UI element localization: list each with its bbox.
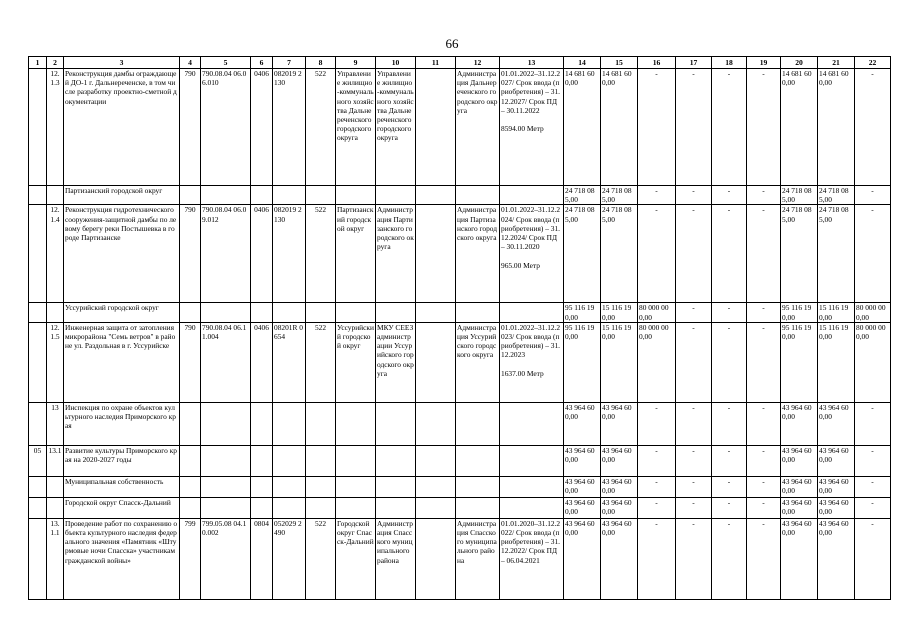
- table-cell: 43 964 600,00: [601, 445, 638, 476]
- table-cell: [251, 497, 273, 518]
- table-cell: 43 964 600,00: [781, 518, 818, 599]
- table-cell: -: [638, 497, 676, 518]
- table-cell: [306, 476, 336, 497]
- table-cell: -: [712, 497, 747, 518]
- table-cell: 43 964 600,00: [818, 497, 855, 518]
- table-cell: 24 718 085,00: [601, 186, 638, 205]
- table-cell: [251, 402, 273, 445]
- table-cell: 052029 2490: [273, 518, 306, 599]
- table-cell: [376, 402, 416, 445]
- table-cell: -: [747, 518, 781, 599]
- table-cell: [306, 402, 336, 445]
- table-cell: [306, 186, 336, 205]
- table-cell: МКУ СЕЕЗ администрации Уссурийского городского округа: [376, 322, 416, 402]
- table-cell: -: [676, 69, 712, 186]
- table-cell: 24 718 085,00: [781, 205, 818, 303]
- table-cell: Управление жилищно-коммунального хозяйства Дальнереченского городского округа: [336, 69, 376, 186]
- table-cell: [416, 205, 456, 303]
- table-cell: 24 718 085,00: [564, 205, 601, 303]
- column-number: 21: [818, 57, 855, 69]
- table-cell: 0406: [251, 322, 273, 402]
- table-cell: [456, 476, 500, 497]
- table-row: [29, 303, 891, 322]
- table-cell: [29, 322, 47, 402]
- table-cell: [201, 445, 251, 476]
- table-cell: -: [855, 402, 891, 445]
- table-cell: [251, 476, 273, 497]
- table-cell: 43 964 600,00: [781, 497, 818, 518]
- table-cell: 12.1.5: [47, 322, 64, 402]
- table-cell: [306, 445, 336, 476]
- table-cell: [180, 497, 201, 518]
- table-cell: [273, 402, 306, 445]
- table-cell: -: [638, 186, 676, 205]
- table-cell: -: [676, 303, 712, 322]
- table-cell: [416, 445, 456, 476]
- table-cell: [273, 186, 306, 205]
- table-cell: -: [747, 445, 781, 476]
- table-cell: 13.1: [47, 445, 64, 476]
- table-cell: [306, 497, 336, 518]
- table-cell: -: [712, 186, 747, 205]
- table-cell: [29, 205, 47, 303]
- table-cell: -: [712, 303, 747, 322]
- column-number: 7: [273, 57, 306, 69]
- column-number: 12: [456, 57, 500, 69]
- table-cell: -: [855, 476, 891, 497]
- table-cell: 0804: [251, 518, 273, 599]
- column-number: 8: [306, 57, 336, 69]
- table-cell: [29, 69, 47, 186]
- budget-table: [28, 56, 891, 600]
- table-cell: [456, 186, 500, 205]
- table-cell: -: [676, 205, 712, 303]
- table-cell: [500, 497, 564, 518]
- table-cell: Инженерная защита от затопления микрорайона "Семь ветров" в районе ул. Раздольная в г. Уссурийске: [64, 322, 180, 402]
- table-cell: -: [638, 518, 676, 599]
- table-cell: 15 116 190,00: [601, 303, 638, 322]
- column-number: 14: [564, 57, 601, 69]
- table-cell: 24 718 085,00: [818, 205, 855, 303]
- table-cell: 80 000 000,00: [855, 322, 891, 402]
- table-cell: [500, 402, 564, 445]
- table-cell: [47, 186, 64, 205]
- table-cell: 80 000 000,00: [638, 303, 676, 322]
- table-cell: 80 000 000,00: [855, 303, 891, 322]
- table-cell: -: [855, 69, 891, 186]
- table-cell: [336, 303, 376, 322]
- table-cell: 43 964 600,00: [818, 476, 855, 497]
- column-number: 1: [29, 57, 47, 69]
- column-number: 6: [251, 57, 273, 69]
- table-cell: [416, 322, 456, 402]
- table-cell: Управление жилищно-коммунального хозяйства Дальнереченского городского округа: [376, 69, 416, 186]
- table-cell: [47, 476, 64, 497]
- table-cell: 43 964 600,00: [601, 402, 638, 445]
- table-cell: Уссурийский городской округ: [336, 322, 376, 402]
- table-row: [29, 322, 891, 402]
- column-number-row: [29, 57, 891, 69]
- table-cell: -: [855, 497, 891, 518]
- table-cell: 43 964 600,00: [564, 402, 601, 445]
- table-cell: -: [747, 476, 781, 497]
- table-cell: Уссурийский городской округ: [64, 303, 180, 322]
- table-cell: -: [638, 476, 676, 497]
- table-cell: 082019 2130: [273, 205, 306, 303]
- table-row: [29, 497, 891, 518]
- table-cell: 24 718 085,00: [818, 186, 855, 205]
- table-cell: Администрация Спасского муниципального района: [456, 518, 500, 599]
- table-cell: 522: [306, 205, 336, 303]
- table-cell: [376, 476, 416, 497]
- table-cell: [180, 445, 201, 476]
- table-cell: -: [712, 402, 747, 445]
- column-number: 4: [180, 57, 201, 69]
- table-cell: 24 718 085,00: [601, 205, 638, 303]
- table-cell: [336, 186, 376, 205]
- column-number: 20: [781, 57, 818, 69]
- table-row: [29, 186, 891, 205]
- table-cell: 0406: [251, 69, 273, 186]
- table-cell: 43 964 600,00: [818, 518, 855, 599]
- table-cell: -: [676, 322, 712, 402]
- table-row: [29, 402, 891, 445]
- table-cell: Инспекция по охране объектов культурного наследия Приморского края: [64, 402, 180, 445]
- table-cell: [416, 303, 456, 322]
- table-cell: 14 681 600,00: [601, 69, 638, 186]
- table-cell: -: [676, 186, 712, 205]
- table-cell: -: [676, 497, 712, 518]
- table-cell: [336, 476, 376, 497]
- table-cell: 01.01.2022–31.12.2027/ Срок ввода (приобретения) – 31.12.2027/ Срок ПД – 30.11.2022 8594.00 Метр: [500, 69, 564, 186]
- column-number: 15: [601, 57, 638, 69]
- table-cell: [416, 476, 456, 497]
- table-cell: 14 681 600,00: [781, 69, 818, 186]
- table-cell: [500, 186, 564, 205]
- table-cell: 43 964 600,00: [564, 445, 601, 476]
- table-cell: -: [747, 303, 781, 322]
- table-cell: [273, 476, 306, 497]
- table-cell: [201, 497, 251, 518]
- table-cell: 790.08.04 06.09.012: [201, 205, 251, 303]
- table-cell: 790: [180, 322, 201, 402]
- table-cell: 43 964 600,00: [601, 476, 638, 497]
- table-cell: 12.1.3: [47, 69, 64, 186]
- table-cell: Реконструкция гидротехнического сооружения-защитной дамбы по левому берегу реки Постышевка в городе Партизанске: [64, 205, 180, 303]
- table-cell: -: [712, 205, 747, 303]
- table-cell: -: [855, 186, 891, 205]
- column-number: 5: [201, 57, 251, 69]
- table-cell: Партизанский городской округ: [64, 186, 180, 205]
- table-cell: [273, 497, 306, 518]
- table-cell: -: [712, 69, 747, 186]
- table-cell: -: [712, 445, 747, 476]
- table-cell: 13.1.1: [47, 518, 64, 599]
- column-number: 3: [64, 57, 180, 69]
- table-cell: [416, 518, 456, 599]
- table-cell: [376, 497, 416, 518]
- table-cell: -: [855, 518, 891, 599]
- table-cell: [416, 186, 456, 205]
- table-cell: 43 964 600,00: [564, 497, 601, 518]
- table-cell: 43 964 600,00: [781, 476, 818, 497]
- table-cell: [180, 186, 201, 205]
- table-cell: 43 964 600,00: [781, 402, 818, 445]
- table-cell: 24 718 085,00: [781, 186, 818, 205]
- table-cell: 95 116 190,00: [564, 322, 601, 402]
- table-cell: 95 116 190,00: [564, 303, 601, 322]
- column-number: 22: [855, 57, 891, 69]
- table-cell: Развитие культуры Приморского края на 2020-2027 годы: [64, 445, 180, 476]
- table-cell: 01.01.2022–31.12.2024/ Срок ввода (приобретения) – 31.12.2024/ Срок ПД – 30.11.2020 965.00 Метр: [500, 205, 564, 303]
- table-cell: [251, 303, 273, 322]
- table-cell: Городской округ Спасск-Дальний: [336, 518, 376, 599]
- table-cell: [336, 445, 376, 476]
- table-cell: [336, 402, 376, 445]
- table-cell: 15 116 190,00: [601, 322, 638, 402]
- table-cell: [500, 303, 564, 322]
- table-cell: Администрация Спасского муниципального района: [376, 518, 416, 599]
- table-cell: 15 116 190,00: [818, 303, 855, 322]
- table-row: [29, 445, 891, 476]
- table-cell: 12.1.4: [47, 205, 64, 303]
- table-cell: -: [676, 518, 712, 599]
- table-cell: -: [747, 402, 781, 445]
- column-number: 9: [336, 57, 376, 69]
- table-cell: 790: [180, 205, 201, 303]
- table-cell: -: [747, 497, 781, 518]
- table-cell: -: [676, 402, 712, 445]
- table-cell: 43 964 600,00: [601, 518, 638, 599]
- table-cell: [251, 445, 273, 476]
- table-cell: [336, 497, 376, 518]
- table-cell: [201, 303, 251, 322]
- table-cell: 790.08.04 06.06.010: [201, 69, 251, 186]
- table-cell: 799.05.08 04.10.002: [201, 518, 251, 599]
- table-cell: -: [638, 445, 676, 476]
- table-cell: Администрация Партизанского городского округа: [376, 205, 416, 303]
- table-cell: [500, 476, 564, 497]
- table-cell: 522: [306, 322, 336, 402]
- table-cell: 43 964 600,00: [564, 476, 601, 497]
- table-cell: -: [855, 205, 891, 303]
- table-cell: [376, 186, 416, 205]
- table-cell: -: [712, 322, 747, 402]
- table-cell: [29, 518, 47, 599]
- column-number: 2: [47, 57, 64, 69]
- table-cell: 0406: [251, 205, 273, 303]
- column-number: 16: [638, 57, 676, 69]
- table-cell: 08201R 0654: [273, 322, 306, 402]
- table-cell: [376, 303, 416, 322]
- table-cell: [29, 303, 47, 322]
- table-cell: [416, 497, 456, 518]
- table-cell: -: [855, 445, 891, 476]
- table-row: [29, 476, 891, 497]
- table-cell: -: [676, 445, 712, 476]
- table-cell: 01.01.2020–31.12.2022/ Срок ввода (приобретения) – 31.12.2022/ Срок ПД – 06.04.2021: [500, 518, 564, 599]
- table-cell: 14 681 600,00: [818, 69, 855, 186]
- table-cell: [180, 402, 201, 445]
- table-cell: -: [747, 69, 781, 186]
- table-cell: [376, 445, 416, 476]
- table-cell: [273, 445, 306, 476]
- table-cell: [201, 186, 251, 205]
- table-cell: 43 964 600,00: [564, 518, 601, 599]
- table-cell: [201, 402, 251, 445]
- table-cell: 01.01.2022–31.12.2023/ Срок ввода (приобретения) – 31.12.2023 1637.00 Метр: [500, 322, 564, 402]
- table-cell: 95 116 190,00: [781, 303, 818, 322]
- table-cell: 790.08.04 06.11.004: [201, 322, 251, 402]
- table-cell: [251, 186, 273, 205]
- table-cell: Проведение работ по сохранению объекта культурного наследия федерального значения «Памятник «Штурмовые ночи Спасска» участникам гражданской войны»: [64, 518, 180, 599]
- page-number: 66: [445, 36, 459, 51]
- table-cell: [456, 497, 500, 518]
- table-cell: -: [638, 402, 676, 445]
- table-cell: -: [712, 518, 747, 599]
- table-cell: 13: [47, 402, 64, 445]
- table-cell: Администрация Уссурийского городского округа: [456, 322, 500, 402]
- table-cell: Муниципальная собственность: [64, 476, 180, 497]
- table-cell: [273, 303, 306, 322]
- table-cell: 790: [180, 69, 201, 186]
- table-cell: -: [747, 186, 781, 205]
- column-number: 18: [712, 57, 747, 69]
- table-cell: [29, 497, 47, 518]
- table-cell: 43 964 600,00: [781, 445, 818, 476]
- table-cell: 14 681 600,00: [564, 69, 601, 186]
- table-cell: 15 116 190,00: [818, 322, 855, 402]
- table-row: [29, 518, 891, 599]
- table-cell: [29, 476, 47, 497]
- table-cell: Партизанский городской округ: [336, 205, 376, 303]
- table-cell: [456, 445, 500, 476]
- table-cell: Реконструкция дамбы ограждающей ДО-1 г. Дальнереченске, в том числе разработку проектно-сметной документации: [64, 69, 180, 186]
- table-cell: 43 964 600,00: [818, 445, 855, 476]
- table-cell: 43 964 600,00: [818, 402, 855, 445]
- column-number: 11: [416, 57, 456, 69]
- table-cell: [416, 402, 456, 445]
- table-cell: Городской округ Спасск-Дальний: [64, 497, 180, 518]
- table-cell: -: [638, 205, 676, 303]
- table-cell: -: [676, 476, 712, 497]
- column-number: 10: [376, 57, 416, 69]
- table-cell: 43 964 600,00: [601, 497, 638, 518]
- table-cell: Администрация Дальнереченского городского округа: [456, 69, 500, 186]
- table-cell: 522: [306, 69, 336, 186]
- table-cell: [180, 476, 201, 497]
- table-cell: [29, 402, 47, 445]
- table-cell: [456, 303, 500, 322]
- table-cell: Администрация Партизанского городского округа: [456, 205, 500, 303]
- table-row: [29, 205, 891, 303]
- column-number: 19: [747, 57, 781, 69]
- column-number: 13: [500, 57, 564, 69]
- table-cell: [47, 497, 64, 518]
- table-cell: [201, 476, 251, 497]
- table-cell: [47, 303, 64, 322]
- table-cell: [180, 303, 201, 322]
- table-cell: 80 000 000,00: [638, 322, 676, 402]
- table-cell: 082019 2130: [273, 69, 306, 186]
- column-number: 17: [676, 57, 712, 69]
- table-cell: 05: [29, 445, 47, 476]
- table-cell: -: [712, 476, 747, 497]
- table-cell: [306, 303, 336, 322]
- table-cell: -: [747, 322, 781, 402]
- table-cell: [416, 69, 456, 186]
- table-cell: -: [638, 69, 676, 186]
- table-cell: [500, 445, 564, 476]
- table-cell: 24 718 085,00: [564, 186, 601, 205]
- table-cell: [456, 402, 500, 445]
- table-cell: 799: [180, 518, 201, 599]
- table-cell: -: [747, 205, 781, 303]
- table-row: [29, 69, 891, 186]
- table-cell: 522: [306, 518, 336, 599]
- table-cell: [29, 186, 47, 205]
- table-cell: 95 116 190,00: [781, 322, 818, 402]
